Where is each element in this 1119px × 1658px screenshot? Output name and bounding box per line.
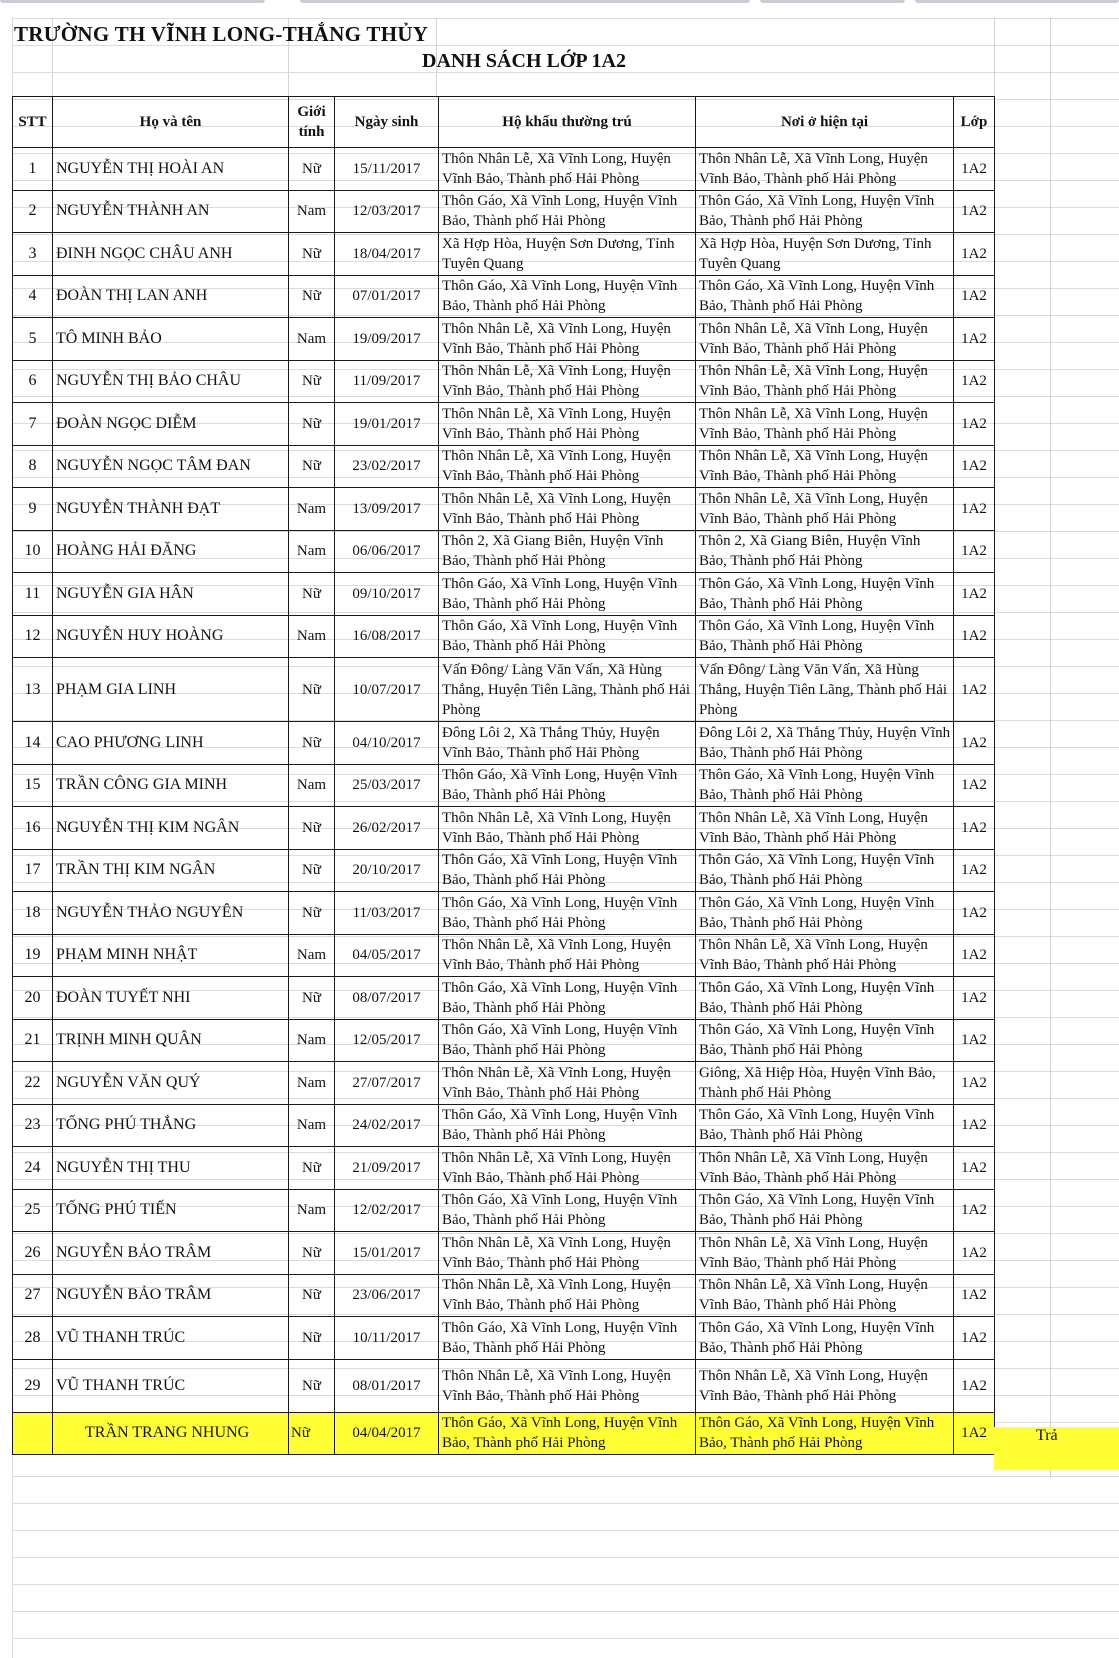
extra-row-ho-khau: Thôn Gáo, Xã Vĩnh Long, Huyện Vĩnh Bảo, Thành phố Hải Phòng (439, 1412, 696, 1455)
table-row (13, 275, 995, 318)
row-sex: Nữ (289, 275, 335, 318)
row-stt: 13 (13, 658, 53, 722)
row-sex: Nam (289, 1019, 335, 1062)
row-lop: 1A2 (954, 658, 995, 722)
row-lop: 1A2 (954, 488, 995, 531)
row-noi-o: Thôn Gáo, Xã Vĩnh Long, Huyện Vĩnh Bảo, Thành phố Hải Phòng (696, 764, 954, 807)
row-ho-khau: Thôn Gáo, Xã Vĩnh Long, Huyện Vĩnh Bảo, Thành phố Hải Phòng (439, 1019, 696, 1062)
row-stt: 19 (13, 934, 53, 977)
row-stt: 4 (13, 275, 53, 318)
row-name: NGUYỄN BẢO TRÂM (53, 1232, 289, 1275)
extra-row-noi-o: Thôn Gáo, Xã Vĩnh Long, Huyện Vĩnh Bảo, Thành phố Hải Phòng (696, 1412, 954, 1455)
row-ho-khau: Thôn Gáo, Xã Vĩnh Long, Huyện Vĩnh Bảo, Thành phố Hải Phòng (439, 615, 696, 658)
row-noi-o: Thôn Nhân Lễ, Xã Vĩnh Long, Huyện Vĩnh Bảo, Thành phố Hải Phòng (696, 318, 954, 361)
tab-indicator (300, 0, 750, 3)
table-row (13, 148, 995, 191)
row-stt: 5 (13, 318, 53, 361)
row-dob: 08/01/2017 (335, 1359, 439, 1412)
row-dob: 18/04/2017 (335, 233, 439, 276)
row-name: NGUYỄN THẢO NGUYÊN (53, 892, 289, 935)
extra-row-note: Trả (1036, 1427, 1058, 1444)
row-dob: 10/07/2017 (335, 658, 439, 722)
row-noi-o: Thôn Gáo, Xã Vĩnh Long, Huyện Vĩnh Bảo, Thành phố Hải Phòng (696, 275, 954, 318)
row-dob: 13/09/2017 (335, 488, 439, 531)
row-ho-khau: Thôn Gáo, Xã Vĩnh Long, Huyện Vĩnh Bảo, Thành phố Hải Phòng (439, 1189, 696, 1232)
row-name: TÔ MINH BẢO (53, 318, 289, 361)
row-lop: 1A2 (954, 1232, 995, 1275)
table-row (13, 764, 995, 807)
table-row (13, 1189, 995, 1232)
row-sex: Nam (289, 488, 335, 531)
row-name: PHẠM MINH NHẬT (53, 934, 289, 977)
row-lop: 1A2 (954, 530, 995, 573)
row-stt: 20 (13, 977, 53, 1020)
row-noi-o: Thôn Nhân Lễ, Xã Vĩnh Long, Huyện Vĩnh Bảo, Thành phố Hải Phòng (696, 1359, 954, 1412)
row-dob: 23/02/2017 (335, 445, 439, 488)
extra-row-dob: 04/04/2017 (335, 1412, 439, 1455)
row-dob: 06/06/2017 (335, 530, 439, 573)
row-noi-o: Thôn Gáo, Xã Vĩnh Long, Huyện Vĩnh Bảo, Thành phố Hải Phòng (696, 1317, 954, 1360)
row-dob: 24/02/2017 (335, 1104, 439, 1147)
row-noi-o: Thôn 2, Xã Giang Biên, Huyện Vĩnh Bảo, Thành phố Hải Phòng (696, 530, 954, 573)
school-name: TRƯỜNG TH VĨNH LONG-THẮNG THỦY (14, 22, 429, 46)
row-ho-khau: Thôn Gáo, Xã Vĩnh Long, Huyện Vĩnh Bảo, Thành phố Hải Phòng (439, 573, 696, 616)
table-row (13, 530, 995, 573)
row-noi-o: Thôn Gáo, Xã Vĩnh Long, Huyện Vĩnh Bảo, Thành phố Hải Phòng (696, 892, 954, 935)
row-noi-o: Thôn Gáo, Xã Vĩnh Long, Huyện Vĩnh Bảo, Thành phố Hải Phòng (696, 1019, 954, 1062)
row-lop: 1A2 (954, 1317, 995, 1360)
row-name: TRẦN CÔNG GIA MINH (53, 764, 289, 807)
extra-row-sex: Nữ (289, 1412, 335, 1455)
row-ho-khau: Thôn Nhân Lễ, Xã Vĩnh Long, Huyện Vĩnh Bảo, Thành phố Hải Phòng (439, 148, 696, 191)
header-ho-khau: Hộ khẩu thường trú (439, 97, 696, 148)
row-dob: 19/09/2017 (335, 318, 439, 361)
row-stt: 24 (13, 1147, 53, 1190)
extra-row-lop: 1A2 (954, 1412, 995, 1455)
row-ho-khau: Thôn Gáo, Xã Vĩnh Long, Huyện Vĩnh Bảo, Thành phố Hải Phòng (439, 977, 696, 1020)
row-stt: 26 (13, 1232, 53, 1275)
row-stt: 10 (13, 530, 53, 573)
row-sex: Nam (289, 934, 335, 977)
row-noi-o: Thôn Nhân Lễ, Xã Vĩnh Long, Huyện Vĩnh Bảo, Thành phố Hải Phòng (696, 1147, 954, 1190)
row-dob: 08/07/2017 (335, 977, 439, 1020)
row-dob: 09/10/2017 (335, 573, 439, 616)
row-dob: 26/02/2017 (335, 807, 439, 850)
row-lop: 1A2 (954, 148, 995, 191)
row-lop: 1A2 (954, 360, 995, 403)
header-name: Họ và tên (53, 97, 289, 148)
table-row (13, 1147, 995, 1190)
row-lop: 1A2 (954, 1274, 995, 1317)
table-row (13, 1317, 995, 1360)
table-row (13, 807, 995, 850)
row-dob: 12/05/2017 (335, 1019, 439, 1062)
table-row (13, 1274, 995, 1317)
row-noi-o: Thôn Nhân Lễ, Xã Vĩnh Long, Huyện Vĩnh Bảo, Thành phố Hải Phòng (696, 445, 954, 488)
row-noi-o: Thôn Gáo, Xã Vĩnh Long, Huyện Vĩnh Bảo, Thành phố Hải Phòng (696, 849, 954, 892)
row-stt: 25 (13, 1189, 53, 1232)
row-ho-khau: Thôn Nhân Lễ, Xã Vĩnh Long, Huyện Vĩnh Bảo, Thành phố Hải Phòng (439, 1274, 696, 1317)
row-noi-o: Thôn Gáo, Xã Vĩnh Long, Huyện Vĩnh Bảo, Thành phố Hải Phòng (696, 573, 954, 616)
row-stt: 8 (13, 445, 53, 488)
row-name: NGUYỄN NGỌC TÂM ĐAN (53, 445, 289, 488)
row-sex: Nam (289, 764, 335, 807)
row-dob: 27/07/2017 (335, 1062, 439, 1105)
row-lop: 1A2 (954, 892, 995, 935)
table-row (13, 360, 995, 403)
row-stt: 3 (13, 233, 53, 276)
row-stt: 21 (13, 1019, 53, 1062)
app-top-strip (0, 0, 1119, 5)
header-row (13, 97, 995, 148)
header-stt: STT (13, 97, 53, 148)
table-row (13, 190, 995, 233)
row-name: NGUYỄN VĂN QUÝ (53, 1062, 289, 1105)
extra-row-name: TRẦN TRANG NHUNG (53, 1412, 289, 1455)
row-stt: 18 (13, 892, 53, 935)
row-lop: 1A2 (954, 1147, 995, 1190)
row-lop: 1A2 (954, 1062, 995, 1105)
table-row (13, 934, 995, 977)
row-sex: Nam (289, 615, 335, 658)
row-stt: 7 (13, 403, 53, 446)
row-ho-khau: Thôn Gáo, Xã Vĩnh Long, Huyện Vĩnh Bảo, Thành phố Hải Phòng (439, 190, 696, 233)
row-name: PHẠM GIA LINH (53, 658, 289, 722)
table-row (13, 849, 995, 892)
row-noi-o: Thôn Gáo, Xã Vĩnh Long, Huyện Vĩnh Bảo, Thành phố Hải Phòng (696, 1189, 954, 1232)
row-name: CAO PHƯƠNG LINH (53, 722, 289, 765)
row-lop: 1A2 (954, 1019, 995, 1062)
row-sex: Nam (289, 1062, 335, 1105)
row-ho-khau: Xã Hợp Hòa, Huyện Sơn Dương, Tỉnh Tuyên Quang (439, 233, 696, 276)
row-noi-o: Thôn Gáo, Xã Vĩnh Long, Huyện Vĩnh Bảo, Thành phố Hải Phòng (696, 977, 954, 1020)
row-stt: 9 (13, 488, 53, 531)
row-name: NGUYỄN THÀNH ĐẠT (53, 488, 289, 531)
row-ho-khau: Thôn Nhân Lễ, Xã Vĩnh Long, Huyện Vĩnh Bảo, Thành phố Hải Phòng (439, 445, 696, 488)
row-sex: Nữ (289, 360, 335, 403)
row-name: NGUYỄN THỊ KIM NGÂN (53, 807, 289, 850)
row-ho-khau: Thôn Nhân Lễ, Xã Vĩnh Long, Huyện Vĩnh Bảo, Thành phố Hải Phòng (439, 488, 696, 531)
row-sex: Nữ (289, 722, 335, 765)
row-name: HOÀNG HẢI ĐĂNG (53, 530, 289, 573)
table-row (13, 318, 995, 361)
row-lop: 1A2 (954, 233, 995, 276)
table-row (13, 977, 995, 1020)
row-lop: 1A2 (954, 722, 995, 765)
row-dob: 15/11/2017 (335, 148, 439, 191)
row-stt: 17 (13, 849, 53, 892)
row-name: NGUYỄN THÀNH AN (53, 190, 289, 233)
row-sex: Nữ (289, 573, 335, 616)
row-sex: Nữ (289, 233, 335, 276)
row-sex: Nam (289, 190, 335, 233)
row-ho-khau: Thôn 2, Xã Giang Biên, Huyện Vĩnh Bảo, Thành phố Hải Phòng (439, 530, 696, 573)
row-dob: 11/03/2017 (335, 892, 439, 935)
row-stt: 23 (13, 1104, 53, 1147)
row-noi-o: Thôn Gáo, Xã Vĩnh Long, Huyện Vĩnh Bảo, Thành phố Hải Phòng (696, 190, 954, 233)
highlighted-row (13, 1412, 995, 1455)
row-sex: Nữ (289, 445, 335, 488)
row-dob: 23/06/2017 (335, 1274, 439, 1317)
row-ho-khau: Thôn Nhân Lễ, Xã Vĩnh Long, Huyện Vĩnh Bảo, Thành phố Hải Phòng (439, 360, 696, 403)
table-row (13, 573, 995, 616)
row-lop: 1A2 (954, 764, 995, 807)
row-name: NGUYỄN HUY HOÀNG (53, 615, 289, 658)
row-lop: 1A2 (954, 318, 995, 361)
row-noi-o: Thôn Nhân Lễ, Xã Vĩnh Long, Huyện Vĩnh Bảo, Thành phố Hải Phòng (696, 1274, 954, 1317)
row-stt: 1 (13, 148, 53, 191)
row-lop: 1A2 (954, 934, 995, 977)
row-noi-o: Thôn Nhân Lễ, Xã Vĩnh Long, Huyện Vĩnh Bảo, Thành phố Hải Phòng (696, 403, 954, 446)
row-ho-khau: Thôn Nhân Lễ, Xã Vĩnh Long, Huyện Vĩnh Bảo, Thành phố Hải Phòng (439, 403, 696, 446)
row-sex: Nữ (289, 658, 335, 722)
row-noi-o: Thôn Nhân Lễ, Xã Vĩnh Long, Huyện Vĩnh Bảo, Thành phố Hải Phòng (696, 148, 954, 191)
row-lop: 1A2 (954, 403, 995, 446)
row-sex: Nữ (289, 148, 335, 191)
row-dob: 10/11/2017 (335, 1317, 439, 1360)
row-lop: 1A2 (954, 445, 995, 488)
row-stt: 2 (13, 190, 53, 233)
row-noi-o: Giông, Xã Hiệp Hòa, Huyện Vĩnh Bảo, Thành phố Hải Phòng (696, 1062, 954, 1105)
row-ho-khau: Thôn Nhân Lễ, Xã Vĩnh Long, Huyện Vĩnh Bảo, Thành phố Hải Phòng (439, 1147, 696, 1190)
row-ho-khau: Thôn Nhân Lễ, Xã Vĩnh Long, Huyện Vĩnh Bảo, Thành phố Hải Phòng (439, 318, 696, 361)
row-sex: Nữ (289, 1232, 335, 1275)
row-name: NGUYỄN THỊ THU (53, 1147, 289, 1190)
row-ho-khau: Thôn Nhân Lễ, Xã Vĩnh Long, Huyện Vĩnh Bảo, Thành phố Hải Phòng (439, 934, 696, 977)
row-ho-khau: Thôn Nhân Lễ, Xã Vĩnh Long, Huyện Vĩnh Bảo, Thành phố Hải Phòng (439, 1062, 696, 1105)
table-row (13, 615, 995, 658)
row-lop: 1A2 (954, 977, 995, 1020)
tab-indicator (915, 0, 1119, 3)
row-dob: 25/03/2017 (335, 764, 439, 807)
row-stt: 15 (13, 764, 53, 807)
table-row (13, 722, 995, 765)
row-name: VŨ THANH TRÚC (53, 1317, 289, 1360)
row-lop: 1A2 (954, 1104, 995, 1147)
row-ho-khau: Vấn Đông/ Làng Văn Vấn, Xã Hùng Thắng, Huyện Tiên Lãng, Thành phố Hải Phòng (439, 658, 696, 722)
row-noi-o: Thôn Nhân Lễ, Xã Vĩnh Long, Huyện Vĩnh Bảo, Thành phố Hải Phòng (696, 934, 954, 977)
row-dob: 20/10/2017 (335, 849, 439, 892)
row-dob: 19/01/2017 (335, 403, 439, 446)
row-name: NGUYỄN THỊ BẢO CHÂU (53, 360, 289, 403)
row-name: TRỊNH MINH QUÂN (53, 1019, 289, 1062)
table-row (13, 1104, 995, 1147)
row-sex: Nữ (289, 1147, 335, 1190)
row-ho-khau: Thôn Gáo, Xã Vĩnh Long, Huyện Vĩnh Bảo, Thành phố Hải Phòng (439, 1317, 696, 1360)
row-ho-khau: Thôn Gáo, Xã Vĩnh Long, Huyện Vĩnh Bảo, Thành phố Hải Phòng (439, 849, 696, 892)
row-stt: 29 (13, 1359, 53, 1412)
header-lop: Lớp (954, 97, 995, 148)
row-sex: Nữ (289, 807, 335, 850)
row-lop: 1A2 (954, 573, 995, 616)
row-stt: 6 (13, 360, 53, 403)
row-stt: 16 (13, 807, 53, 850)
table-row (13, 445, 995, 488)
row-dob: 16/08/2017 (335, 615, 439, 658)
header-dob: Ngày sinh (335, 97, 439, 148)
row-dob: 11/09/2017 (335, 360, 439, 403)
table-row (13, 1019, 995, 1062)
row-dob: 04/10/2017 (335, 722, 439, 765)
row-lop: 1A2 (954, 1359, 995, 1412)
student-table (12, 96, 995, 1455)
row-dob: 04/05/2017 (335, 934, 439, 977)
table-row (13, 1359, 995, 1412)
row-lop: 1A2 (954, 190, 995, 233)
extra-row-stt (13, 1412, 53, 1455)
tab-indicator (0, 0, 265, 3)
row-stt: 14 (13, 722, 53, 765)
row-name: NGUYỄN THỊ HOÀI AN (53, 148, 289, 191)
row-noi-o: Thôn Nhân Lễ, Xã Vĩnh Long, Huyện Vĩnh Bảo, Thành phố Hải Phòng (696, 360, 954, 403)
row-lop: 1A2 (954, 807, 995, 850)
row-stt: 11 (13, 573, 53, 616)
row-sex: Nữ (289, 892, 335, 935)
row-ho-khau: Thôn Gáo, Xã Vĩnh Long, Huyện Vĩnh Bảo, Thành phố Hải Phòng (439, 1104, 696, 1147)
row-dob: 15/01/2017 (335, 1232, 439, 1275)
row-name: TRẦN THỊ KIM NGÂN (53, 849, 289, 892)
row-sex: Nữ (289, 849, 335, 892)
table-row (13, 892, 995, 935)
row-lop: 1A2 (954, 615, 995, 658)
row-sex: Nữ (289, 1317, 335, 1360)
row-noi-o: Thôn Nhân Lễ, Xã Vĩnh Long, Huyện Vĩnh Bảo, Thành phố Hải Phòng (696, 488, 954, 531)
row-noi-o: Thôn Nhân Lễ, Xã Vĩnh Long, Huyện Vĩnh Bảo, Thành phố Hải Phòng (696, 1232, 954, 1275)
row-stt: 28 (13, 1317, 53, 1360)
row-noi-o: Thôn Gáo, Xã Vĩnh Long, Huyện Vĩnh Bảo, Thành phố Hải Phòng (696, 615, 954, 658)
row-dob: 12/02/2017 (335, 1189, 439, 1232)
row-name: ĐOÀN TUYẾT NHI (53, 977, 289, 1020)
row-ho-khau: Đông Lôi 2, Xã Thắng Thủy, Huyện Vĩnh Bảo, Thành phố Hải Phòng (439, 722, 696, 765)
row-dob: 07/01/2017 (335, 275, 439, 318)
row-sex: Nam (289, 318, 335, 361)
tab-indicator (760, 0, 905, 3)
row-sex: Nữ (289, 403, 335, 446)
row-sex: Nam (289, 1189, 335, 1232)
row-ho-khau: Thôn Nhân Lễ, Xã Vĩnh Long, Huyện Vĩnh Bảo, Thành phố Hải Phòng (439, 807, 696, 850)
page-title: DANH SÁCH LỚP 1A2 (422, 50, 626, 72)
row-stt: 22 (13, 1062, 53, 1105)
row-ho-khau: Thôn Nhân Lễ, Xã Vĩnh Long, Huyện Vĩnh Bảo, Thành phố Hải Phòng (439, 1232, 696, 1275)
row-noi-o: Xã Hợp Hòa, Huyện Sơn Dương, Tỉnh Tuyên Quang (696, 233, 954, 276)
row-name: ĐINH NGỌC CHÂU ANH (53, 233, 289, 276)
row-sex: Nữ (289, 1359, 335, 1412)
row-sex: Nữ (289, 977, 335, 1020)
row-name: VŨ THANH TRÚC (53, 1359, 289, 1412)
table-row (13, 658, 995, 722)
row-name: ĐOÀN THỊ LAN ANH (53, 275, 289, 318)
row-noi-o: Thôn Gáo, Xã Vĩnh Long, Huyện Vĩnh Bảo, Thành phố Hải Phòng (696, 1104, 954, 1147)
table-row (13, 403, 995, 446)
column-gridline (1050, 18, 1051, 1478)
row-ho-khau: Thôn Nhân Lễ, Xã Vĩnh Long, Huyện Vĩnh Bảo, Thành phố Hải Phòng (439, 1359, 696, 1412)
header-noi-o: Nơi ở hiện tại (696, 97, 954, 148)
row-ho-khau: Thôn Gáo, Xã Vĩnh Long, Huyện Vĩnh Bảo, Thành phố Hải Phòng (439, 275, 696, 318)
header-sex: Giới tính (289, 97, 335, 148)
row-stt: 27 (13, 1274, 53, 1317)
row-name: NGUYỄN GIA HÂN (53, 573, 289, 616)
row-sex: Nữ (289, 1274, 335, 1317)
row-lop: 1A2 (954, 849, 995, 892)
table-row (13, 1232, 995, 1275)
row-sex: Nam (289, 530, 335, 573)
row-lop: 1A2 (954, 1189, 995, 1232)
row-name: NGUYỄN BẢO TRÂM (53, 1274, 289, 1317)
row-dob: 21/09/2017 (335, 1147, 439, 1190)
table-row (13, 1062, 995, 1105)
row-ho-khau: Thôn Gáo, Xã Vĩnh Long, Huyện Vĩnh Bảo, Thành phố Hải Phòng (439, 892, 696, 935)
row-stt: 12 (13, 615, 53, 658)
row-name: TỐNG PHÚ TIẾN (53, 1189, 289, 1232)
row-noi-o: Vấn Đông/ Làng Văn Vấn, Xã Hùng Thắng, Huyện Tiên Lãng, Thành phố Hải Phòng (696, 658, 954, 722)
table-row (13, 488, 995, 531)
table-row (13, 233, 995, 276)
row-dob: 12/03/2017 (335, 190, 439, 233)
row-ho-khau: Thôn Gáo, Xã Vĩnh Long, Huyện Vĩnh Bảo, Thành phố Hải Phòng (439, 764, 696, 807)
row-name: ĐOÀN NGỌC DIỄM (53, 403, 289, 446)
row-noi-o: Thôn Nhân Lễ, Xã Vĩnh Long, Huyện Vĩnh Bảo, Thành phố Hải Phòng (696, 807, 954, 850)
row-name: TỐNG PHÚ THẮNG (53, 1104, 289, 1147)
row-sex: Nam (289, 1104, 335, 1147)
row-noi-o: Đông Lôi 2, Xã Thắng Thủy, Huyện Vĩnh Bảo, Thành phố Hải Phòng (696, 722, 954, 765)
row-lop: 1A2 (954, 275, 995, 318)
